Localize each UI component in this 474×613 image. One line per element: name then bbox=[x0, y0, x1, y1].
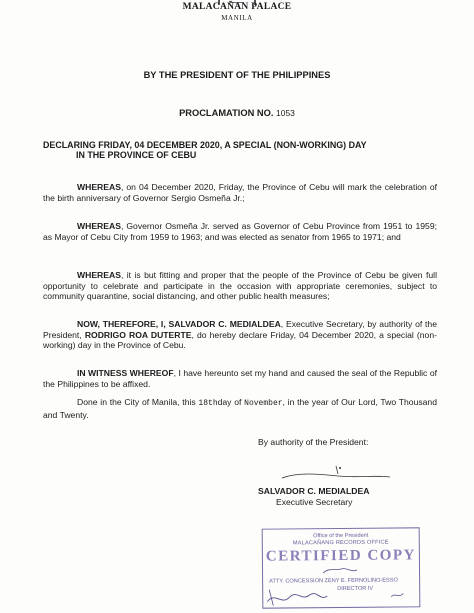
done-day: 18th bbox=[198, 399, 218, 408]
witness-paragraph bbox=[43, 368, 437, 389]
whereas-body: , Governor Osmeña Jr. served as Governor of Cebu Province from 1951 to 1959; as Mayor of Cebu City from 1959 to 1963; and was elected as senator from 1965 to 1971; and bbox=[43, 221, 437, 242]
whereas-body: , on 04 December 2020, Friday, the Province of Cebu will mark the celebration of the birth anniversary of Governor Sergio Osmeña Jr.; bbox=[43, 182, 437, 203]
whereas-lead: WHEREAS bbox=[77, 270, 121, 280]
by-authority-line: By authority of the President: bbox=[258, 437, 369, 447]
whereas-paragraph-1 bbox=[43, 182, 437, 203]
witness-body: , I have hereunto set my hand and caused the seal of the Republic of the Philippines to be affixed. bbox=[43, 368, 437, 389]
done-text-3: , in the year of Our Lord, Two Thousand and Twenty. bbox=[43, 397, 437, 420]
proclamation-title-line2: IN THE PROVINCE OF CEBU bbox=[76, 150, 197, 160]
whereas-lead: WHEREAS bbox=[77, 221, 121, 231]
signatory-name: SALVADOR C. MEDIALDEA bbox=[258, 486, 370, 496]
certified-copy-stamp bbox=[262, 527, 421, 608]
proclamation-number bbox=[0, 108, 474, 118]
whereas-paragraph-3 bbox=[43, 270, 437, 302]
now-therefore-paragraph bbox=[43, 319, 437, 351]
done-month: November bbox=[244, 399, 283, 408]
done-text-2: day of bbox=[217, 397, 245, 407]
signatory-title: Executive Secretary bbox=[276, 497, 353, 507]
witness-lead: IN WITNESS WHEREOF bbox=[77, 368, 174, 378]
whereas-paragraph-2 bbox=[43, 221, 437, 242]
now-therefore-lead: NOW, THEREFORE, I, SALVADOR C. MEDIALDEA bbox=[77, 319, 281, 329]
whereas-lead: WHEREAS bbox=[77, 182, 121, 192]
whereas-body: , it is but fitting and proper that the people of the Province of Cebu be given full opportunity to celebrate and participate in the occasion with appropriate ceremonies, subject to community quarantine, social distancing, and other public health measures; bbox=[43, 270, 437, 301]
by-president-heading: BY THE PRESIDENT OF THE PHILIPPINES bbox=[143, 70, 331, 80]
proclamation-label: PROCLAMATION NO. bbox=[179, 108, 276, 118]
stamp-office: Office of the President bbox=[313, 532, 369, 540]
proclamation-title-line1: DECLARING FRIDAY, 04 DECEMBER 2020, A SPECIAL (NON-WORKING) DAY bbox=[43, 140, 367, 150]
office-city: MANILA bbox=[221, 14, 253, 22]
president-name: RODRIGO ROA DUTERTE bbox=[84, 329, 192, 340]
now-therefore-text-2: , do hereby declare Friday, 04 December 2020, a special (non-working) day in the Province of Cebu. bbox=[43, 329, 437, 350]
proclamation-number-value: 1053 bbox=[276, 108, 295, 118]
signature-mark bbox=[278, 462, 398, 484]
office-name: MALACAÑAN PALACE bbox=[182, 2, 292, 12]
done-paragraph bbox=[43, 397, 437, 420]
stamp-certifier: ATTY. CONCESSION ZENY E. FERNOLINO-ESSO bbox=[269, 577, 398, 585]
stamp-certifier-title: DIRECTOR IV bbox=[337, 585, 374, 593]
done-text-1: Done in the City of Manila, this bbox=[77, 397, 199, 407]
now-therefore-text-1: , Executive Secretary, by authority of the President, bbox=[43, 319, 437, 340]
stamp-signatures bbox=[263, 560, 419, 607]
stamp-records-office: MALACAÑANG RECORDS OFFICE bbox=[292, 539, 389, 547]
stamp-certified-copy: CERTIFIED COPY bbox=[265, 547, 416, 565]
